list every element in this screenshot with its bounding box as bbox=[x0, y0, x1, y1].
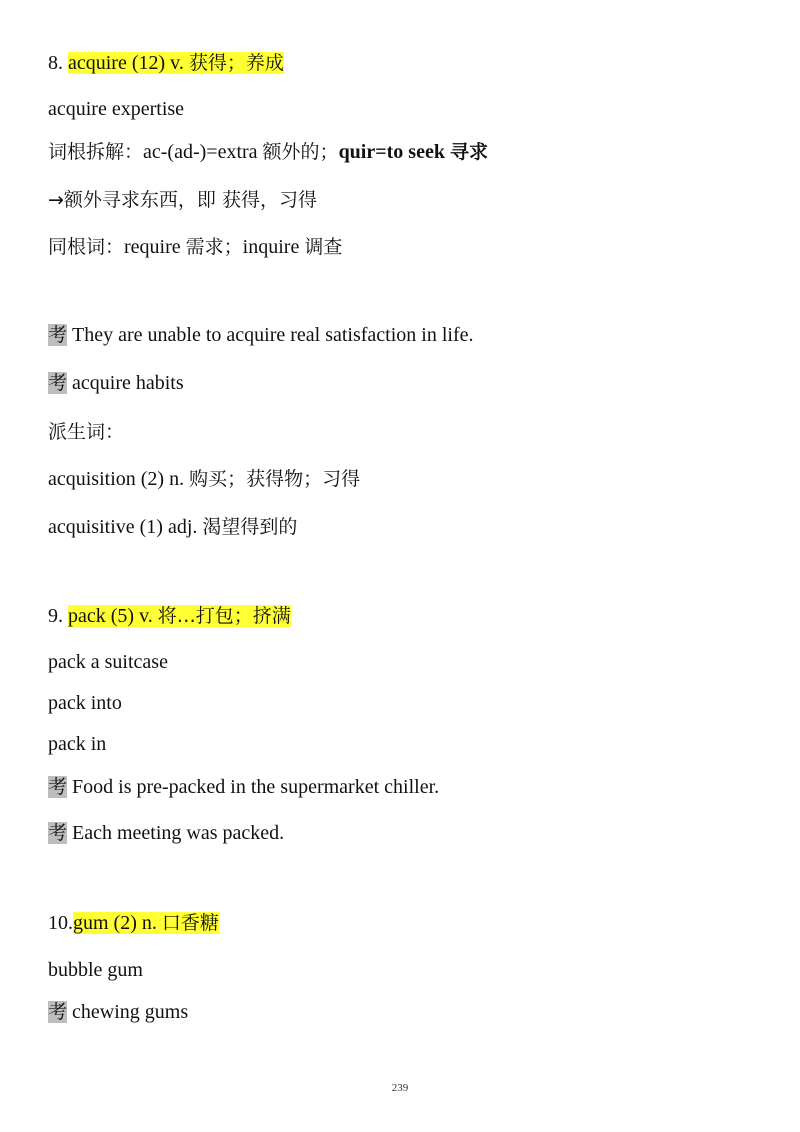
collocation: pack into bbox=[48, 692, 122, 714]
derived-word: acquisitive (1) adj. 渴望得到的 bbox=[48, 516, 298, 538]
exam-mark: 考 bbox=[48, 776, 68, 798]
exam-example: 考 They are unable to acquire real satisfaction in life. bbox=[48, 324, 474, 346]
derived-word: acquisition (2) n. 购买；获得物；习得 bbox=[48, 468, 361, 490]
entry-9-heading bbox=[48, 602, 291, 630]
entry-headword-highlight: pack (5) v. 将…打包；挤满 bbox=[68, 605, 291, 627]
exam-mark: 考 bbox=[48, 822, 68, 844]
entry-number: 8. bbox=[48, 52, 68, 74]
exam-example: 考 Food is pre-packed in the supermarket chiller. bbox=[48, 776, 440, 798]
exam-mark: 考 bbox=[48, 1001, 68, 1023]
entry-number: 9. bbox=[48, 605, 68, 627]
collocation: pack a suitcase bbox=[48, 651, 168, 673]
etymology-explanation: →额外寻求东西，即 获得，习得 bbox=[48, 189, 317, 211]
exam-example: 考 acquire habits bbox=[48, 372, 184, 394]
cognates-line: 同根词：require 需求；inquire 调查 bbox=[48, 236, 343, 258]
entry-headword-highlight: gum (2) n. 口香糖 bbox=[73, 912, 219, 934]
exam-mark: 考 bbox=[48, 372, 68, 394]
derived-label: 派生词： bbox=[48, 421, 125, 443]
exam-mark: 考 bbox=[48, 324, 68, 346]
etymology-line: 词根拆解：ac-(ad-)=extra 额外的；quir=to seek 寻求 bbox=[48, 141, 488, 163]
collocation: acquire expertise bbox=[48, 98, 185, 120]
collocation: bubble gum bbox=[48, 959, 143, 981]
entry-8-heading bbox=[48, 49, 284, 77]
entry-number: 10. bbox=[48, 912, 73, 934]
collocation: pack in bbox=[48, 733, 107, 755]
entry-10-heading bbox=[48, 909, 219, 937]
exam-example: 考 Each meeting was packed. bbox=[48, 822, 285, 844]
exam-example: 考 chewing gums bbox=[48, 1001, 189, 1023]
page-number: 239 bbox=[391, 1082, 409, 1094]
entry-headword-highlight: acquire (12) v. 获得；养成 bbox=[68, 52, 284, 74]
